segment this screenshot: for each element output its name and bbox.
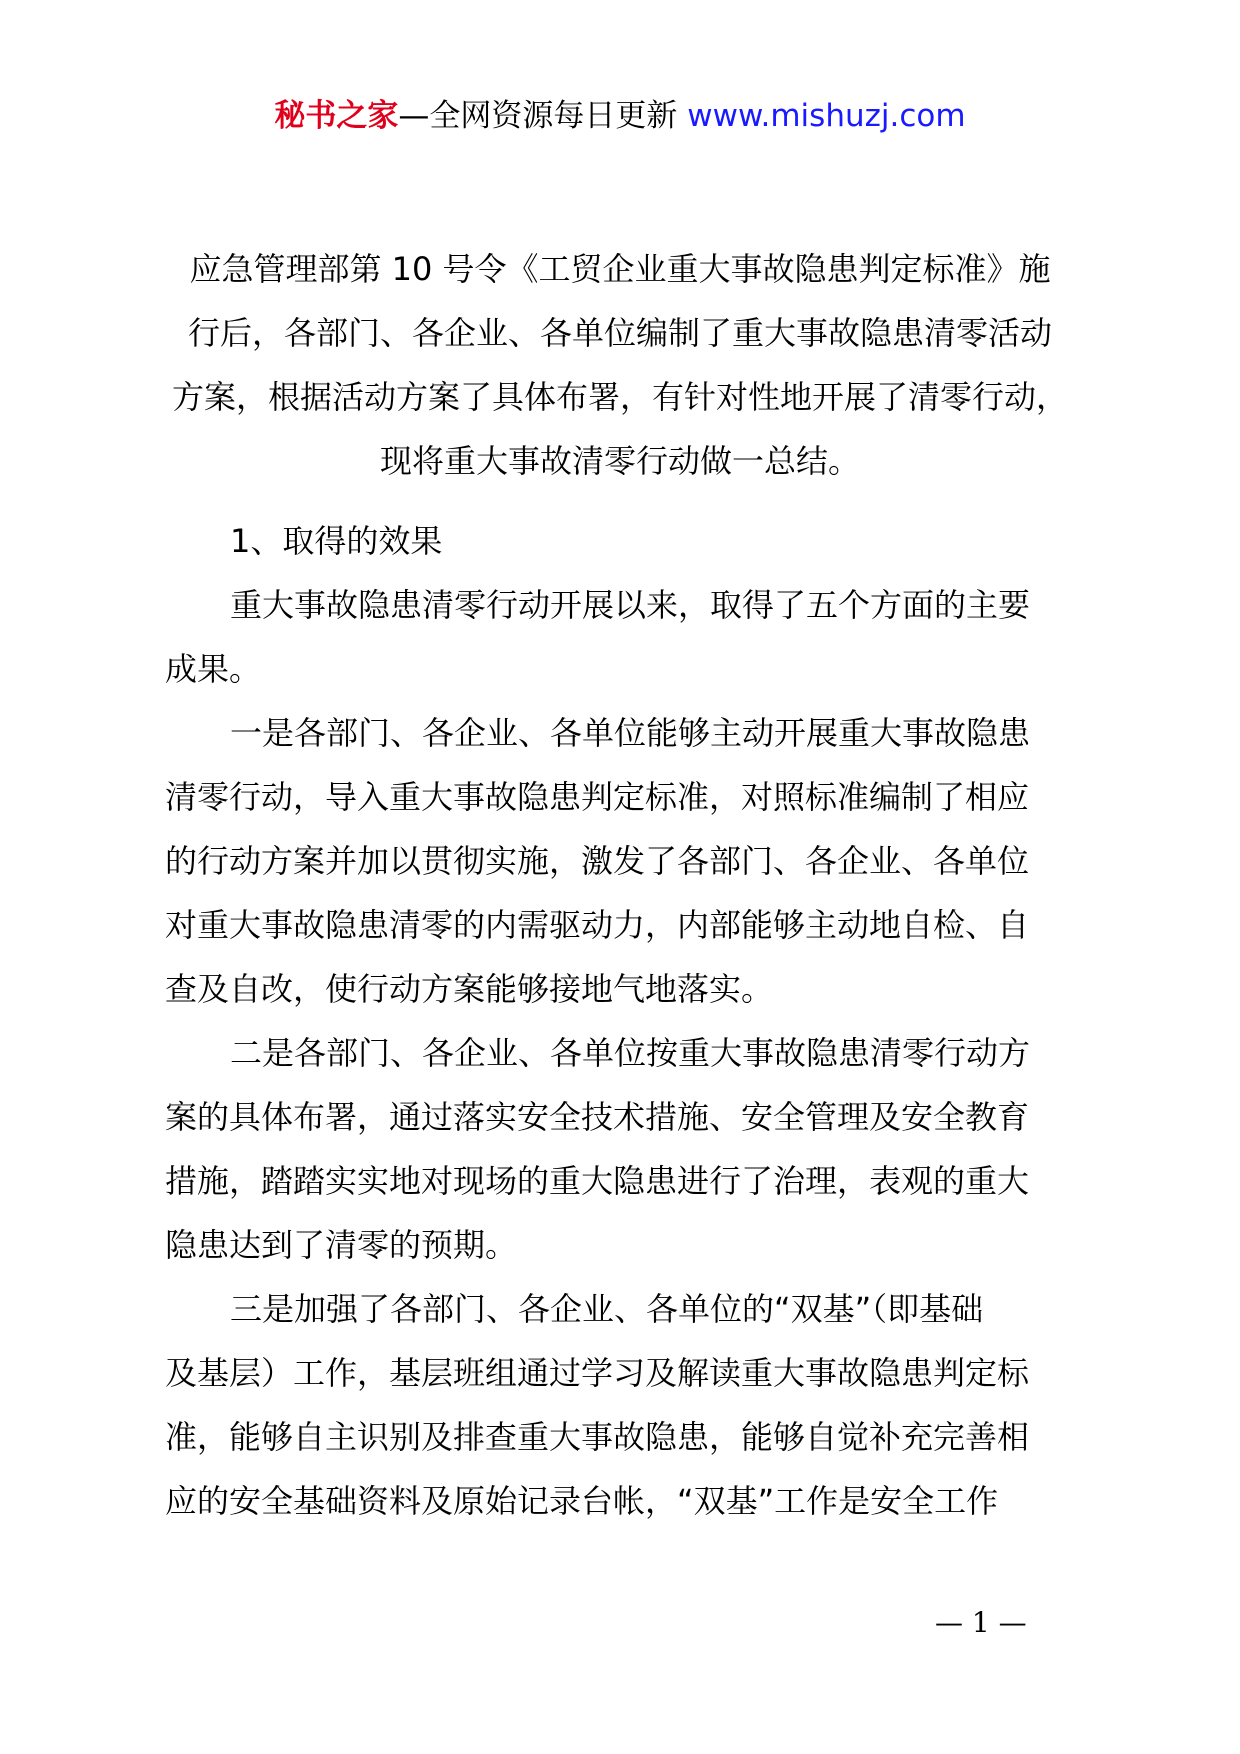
text-line: 案的具体布署，通过落实安全技术措施、安全管理及安全教育 [165,1098,1030,1136]
text-line: 清零行动，导入重大事故隐患判定标准，对照标准编制了相应 [165,778,1030,816]
site-url-link[interactable]: www.mishuzj.com [687,98,966,134]
text-line: 成果。 [165,650,262,688]
text-line: 方案，根据活动方案了具体布署，有针对性地开展了清零行动， [171,378,1068,416]
text-line: 措施，踏踏实实地对现场的重大隐患进行了治理，表观的重大 [165,1162,1030,1200]
text-line: 及基层）工作，基层班组通过学习及解读重大事故隐患判定标 [165,1354,1030,1392]
text-line: 应急管理部第 10 号令《工贸企业重大事故隐患判定标准》施 [189,250,1051,288]
text-line: 查及自改，使行动方案能够接地气地落实。 [165,970,774,1008]
text-line: 重大事故隐患清零行动开展以来，取得了五个方面的主要 [230,586,1031,624]
paragraph [165,1277,1100,1533]
text-line: 行后，各部门、各企业、各单位编制了重大事故隐患清零活动 [187,314,1052,352]
document-body [0,237,1240,1520]
text-line: 1、取得的效果 [230,522,443,560]
site-brand: 秘书之家 [274,98,399,134]
section-heading [165,509,1100,573]
text-line: 应的安全基础资料及原始记录台帐，“双基”工作是安全工作 [165,1482,999,1520]
text-line: 对重大事故隐患清零的内需驱动力，内部能够主动地自检、自 [165,906,1030,944]
site-tagline: —全网资源每日更新 [398,98,678,134]
text-line: 的行动方案并加以贯彻实施，激发了各部门、各企业、各单位 [165,842,1030,880]
intro-paragraph [0,237,1240,493]
text-line: 现将重大事故清零行动做一总结。 [379,442,860,480]
text-line: 二是各部门、各企业、各单位按重大事故隐患清零行动方 [230,1034,1031,1072]
text-line: 隐患达到了清零的预期。 [165,1226,518,1264]
paragraph [165,573,1100,701]
text-line: 三是加强了各部门、各企业、各单位的“双基”（即基础 [230,1290,984,1328]
text-line: 一是各部门、各企业、各单位能够主动开展重大事故隐患 [230,714,1031,752]
paragraph [165,1021,1100,1277]
page-number: — 1 — [935,1606,1027,1639]
main-content [165,509,1100,1533]
paragraph [165,701,1100,1021]
site-header [0,96,1240,136]
text-line: 准，能够自主识别及排查重大事故隐患，能够自觉补充完善相 [165,1418,1030,1456]
